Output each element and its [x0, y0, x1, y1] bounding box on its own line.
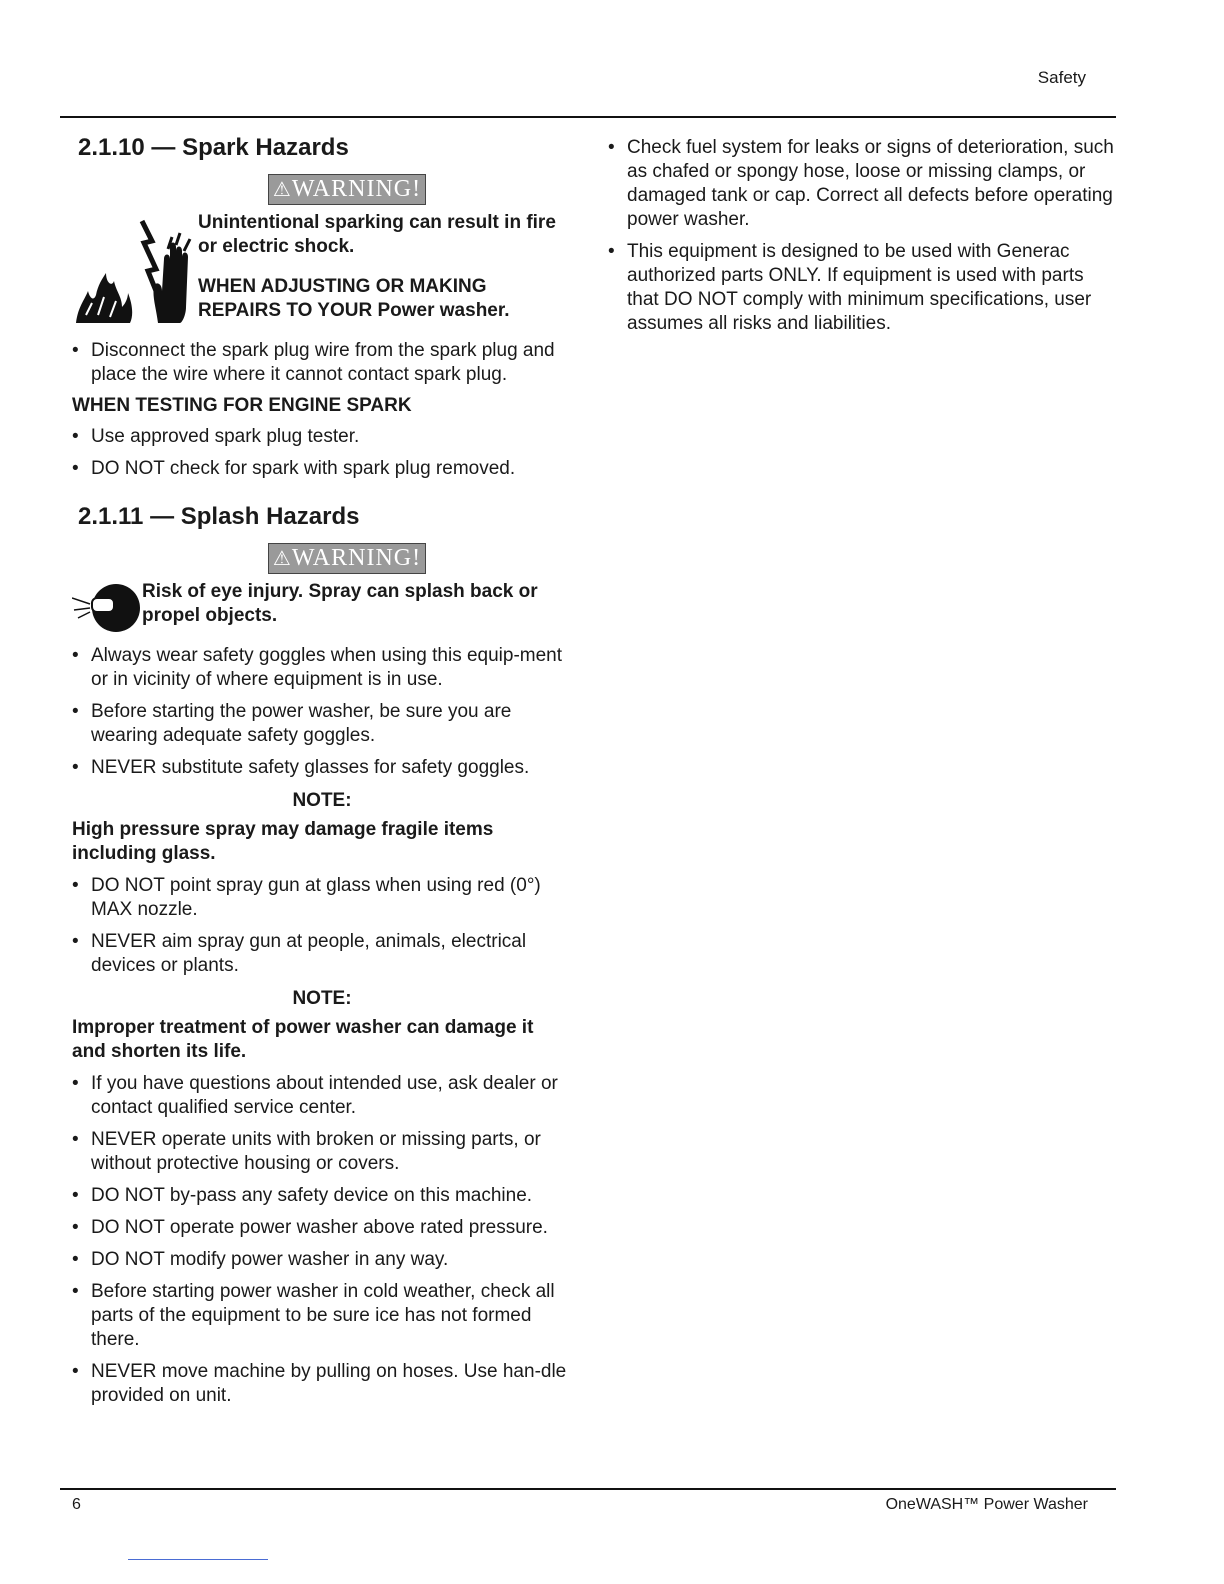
splash-list-3 — [72, 1072, 572, 1408]
spark-list-2 — [72, 425, 572, 481]
splash-list-1 — [72, 644, 572, 780]
page-number: 6 — [72, 1496, 81, 1513]
list-item: • Disconnect the spark plug wire from the spark plug and place the wire where it cannot contact spark plug. — [72, 339, 572, 387]
list-item: • DO NOT point spray gun at glass when using red (0°) MAX nozzle. — [72, 874, 572, 922]
list-item: • Always wear safety goggles when using this equip-ment or in vicinity of where equipment is in use. — [72, 644, 572, 692]
spark-list-1 — [72, 339, 572, 387]
list-item: • DO NOT modify power washer in any way. — [72, 1248, 572, 1272]
list-item: • NEVER substitute safety glasses for safety goggles. — [72, 756, 572, 780]
spark-hazard-condition: WHEN ADJUSTING OR MAKING REPAIRS TO YOUR Power washer. — [198, 276, 510, 321]
footer-rule — [60, 1488, 1116, 1490]
engine-spark-subhead: WHEN TESTING FOR ENGINE SPARK — [72, 395, 412, 416]
splash-hazard-text: Risk of eye injury. Spray can splash back or propel objects. — [142, 581, 538, 626]
list-item: • Before starting the power washer, be sure you are wearing adequate safety goggles. — [72, 700, 572, 748]
spark-hazard-block — [72, 211, 572, 331]
note-title: NOTE: — [292, 988, 352, 1009]
spark-hazards-heading: 2.1.10 — Spark Hazards — [78, 134, 349, 161]
splash-hazards-heading: 2.1.11 — Splash Hazards — [78, 503, 360, 530]
running-header: Safety — [1037, 68, 1086, 87]
splash-hazard-block — [72, 580, 572, 636]
header-rule — [60, 116, 1116, 118]
splash-list-2 — [72, 874, 572, 978]
right-column — [608, 136, 1118, 344]
product-name: OneWASH™ Power Washer — [885, 1496, 1088, 1513]
spark-warning-wrap — [72, 174, 572, 205]
list-item: • Before starting power washer in cold weather, check all parts of the equipment to be sure ice has not formed there. — [72, 1280, 572, 1352]
spark-hazard-statement: Unintentional sparking can result in fire or electric shock. — [198, 212, 556, 257]
list-item: • NEVER aim spray gun at people, animals, electrical devices or plants. — [72, 930, 572, 978]
splash-warning-banner: ⚠WARNING! — [268, 543, 426, 574]
warning-triangle-icon: ⚠ — [272, 179, 292, 201]
left-column — [72, 134, 572, 1408]
list-item: • DO NOT by-pass any safety device on this machine. — [72, 1184, 572, 1208]
list-item: • Check fuel system for leaks or signs of deterioration, such as chafed or spongy hose, loose or missing clamps, or damaged tank or cap. Correct all defects before operating power washer. — [608, 136, 1118, 232]
splash-warning-wrap — [72, 543, 572, 574]
list-item: • DO NOT operate power washer above rated pressure. — [72, 1216, 572, 1240]
list-item: • NEVER move machine by pulling on hoses. Use han-dle provided on unit. — [72, 1360, 572, 1408]
spark-hazard-text — [198, 211, 572, 323]
note-text: High pressure spray may damage fragile items including glass. — [72, 819, 494, 864]
list-item: • Use approved spark plug tester. — [72, 425, 572, 449]
spark-warning-banner: ⚠WARNING! — [268, 174, 426, 205]
list-item: • This equipment is designed to be used with Generac authorized parts ONLY. If equipment is used with parts that DO NOT comply with minimum specifications, user assumes all risks and liabilities. — [608, 240, 1118, 336]
list-item: • If you have questions about intended use, ask dealer or contact qualified service center. — [72, 1072, 572, 1120]
list-item: • NEVER operate units with broken or missing parts, or without protective housing or covers. — [72, 1128, 572, 1176]
fire-and-shock-icon — [72, 211, 198, 331]
list-item: • DO NOT check for spark with spark plug removed. — [72, 457, 572, 481]
warning-triangle-icon: ⚠ — [272, 548, 292, 570]
safety-goggles-icon — [72, 580, 142, 636]
bottom-link-underline — [128, 1559, 268, 1560]
right-list — [608, 136, 1118, 336]
note-title: NOTE: — [292, 790, 352, 811]
note-text: Improper treatment of power washer can damage it and shorten its life. — [72, 1017, 534, 1062]
